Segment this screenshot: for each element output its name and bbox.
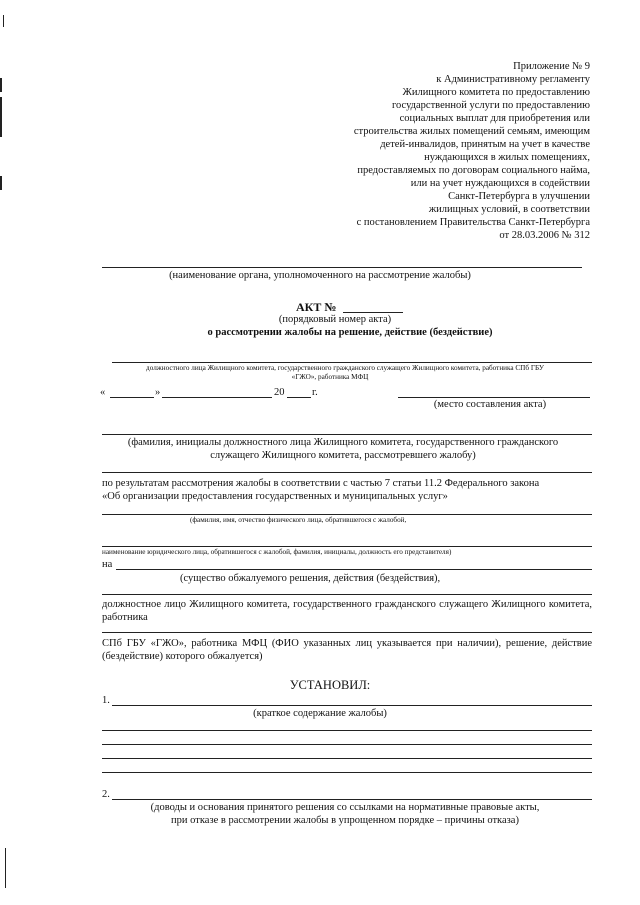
header-line: Приложение № 9 xyxy=(513,61,590,72)
date-open-quote: « xyxy=(100,387,106,398)
header-line: государственной услуги по предоставлению xyxy=(392,100,590,111)
header-line: к Административному регламенту xyxy=(436,74,590,85)
header-line: нуждающихся в жилых помещениях, xyxy=(424,152,590,163)
organ-caption: (наименование органа, уполномоченного на рассмотрение жалобы) xyxy=(169,270,471,281)
reasons-caption-2: при отказе в рассмотрении жалобы в упрощенном порядке – причины отказа) xyxy=(171,815,519,826)
legal-caption: наименование юридического лица, обратившегося с жалобой, фамилия, инициалы, должность его представителя) xyxy=(102,548,452,556)
established-heading: УСТАНОВИЛ: xyxy=(289,678,371,692)
official-fill-line[interactable] xyxy=(112,362,592,363)
scan-edge-mark xyxy=(3,15,4,27)
examiner-fill-line[interactable] xyxy=(102,434,592,435)
organ-fill-line[interactable] xyxy=(102,267,582,268)
header-line: предоставляемых по договорам социального найма, xyxy=(357,165,590,176)
summary-caption: (краткое содержание жалобы) xyxy=(253,708,387,719)
date-year-line[interactable] xyxy=(287,397,311,398)
header-line: от 28.03.2006 № 312 xyxy=(499,230,590,241)
scan-edge-mark xyxy=(0,176,2,190)
act-subject: о рассмотрении жалобы на решение, действие (бездействие) xyxy=(207,327,493,338)
item-1-line[interactable] xyxy=(112,705,592,706)
summary-line[interactable] xyxy=(102,772,592,773)
place-caption: (место составления акта) xyxy=(433,399,547,410)
header-line: строительства жилых помещений семьям, имеющим xyxy=(353,126,590,137)
header-line: или на учет нуждающихся в содействии xyxy=(410,178,590,189)
basis-line-1: по результатам рассмотрения жалобы в соответствии с частью 7 статьи 11.2 Федерального закона xyxy=(102,478,540,489)
item-2-label: 2. xyxy=(102,789,110,800)
examiner-caption: (фамилия, инициалы должностного лица Жилищного комитета, государственного гражданского служащего Жилищного комитета, рассмотревшего жалобу) xyxy=(127,437,559,461)
official-para-line[interactable] xyxy=(102,594,592,595)
date-year-prefix: 20 xyxy=(274,387,285,398)
applicant-caption: (фамилия, имя, отчество физического лица, обратившегося с жалобой, xyxy=(190,516,407,524)
header-line: социальных выплат для приобретения или xyxy=(399,113,590,124)
date-close-quote: » xyxy=(155,387,161,398)
on-label: на xyxy=(102,559,113,570)
official-paragraph: должностное лицо Жилищного комитета, государственного гражданского служащего Жилищного комитета, работника xyxy=(102,599,592,623)
summary-line[interactable] xyxy=(102,730,592,731)
scan-edge-mark xyxy=(0,97,2,137)
date-day-line[interactable] xyxy=(110,397,154,398)
item-1-label: 1. xyxy=(102,695,110,706)
official-caption-2: «ГЖО», работника МФЦ xyxy=(291,373,369,381)
essence-caption: (существо обжалуемого решения, действия (бездействия), xyxy=(180,573,441,584)
scan-edge-mark xyxy=(5,848,6,888)
basis-fill-line[interactable] xyxy=(102,472,592,473)
summary-line[interactable] xyxy=(102,758,592,759)
applicant-fill-line[interactable] xyxy=(102,514,592,515)
summary-line[interactable] xyxy=(102,744,592,745)
act-title-text: АКТ № xyxy=(296,300,337,314)
official-caption-1: должностного лица Жилищного комитета, государственного гражданского служащего Жилищного комитета, работника СПб ГБУ xyxy=(146,364,544,372)
scan-edge-mark xyxy=(0,78,2,92)
appendix-header xyxy=(270,60,590,242)
header-line: жилищных условий, в соответствии xyxy=(428,204,590,215)
legal-fill-line[interactable] xyxy=(102,546,592,547)
header-line: детей-инвалидов, принятым на учет в качестве xyxy=(380,139,590,150)
header-line: с постановлением Правительства Санкт-Петербурга xyxy=(356,217,590,228)
header-line: Жилищного комитета по предоставлению xyxy=(402,87,590,98)
reasons-caption: (доводы и основания принятого решения со ссылками на нормативные правовые акты, xyxy=(150,802,540,813)
spb-para-line[interactable] xyxy=(102,632,592,633)
header-line: Санкт-Петербурга в улучшении xyxy=(448,191,590,202)
basis-line-2: «Об организации предоставления государственных и муниципальных услуг» xyxy=(102,491,448,502)
spb-paragraph: СПб ГБУ «ГЖО», работника МФЦ (ФИО указанных лиц указывается при наличии), решение, действие (бездействие) которого обжалуется) xyxy=(102,638,592,662)
item-2-line[interactable] xyxy=(112,799,592,800)
date-month-line[interactable] xyxy=(162,397,272,398)
date-year-suffix: г. xyxy=(312,387,318,398)
essence-fill-line[interactable] xyxy=(116,569,592,570)
act-number-caption: (порядковый номер акта) xyxy=(278,314,392,325)
